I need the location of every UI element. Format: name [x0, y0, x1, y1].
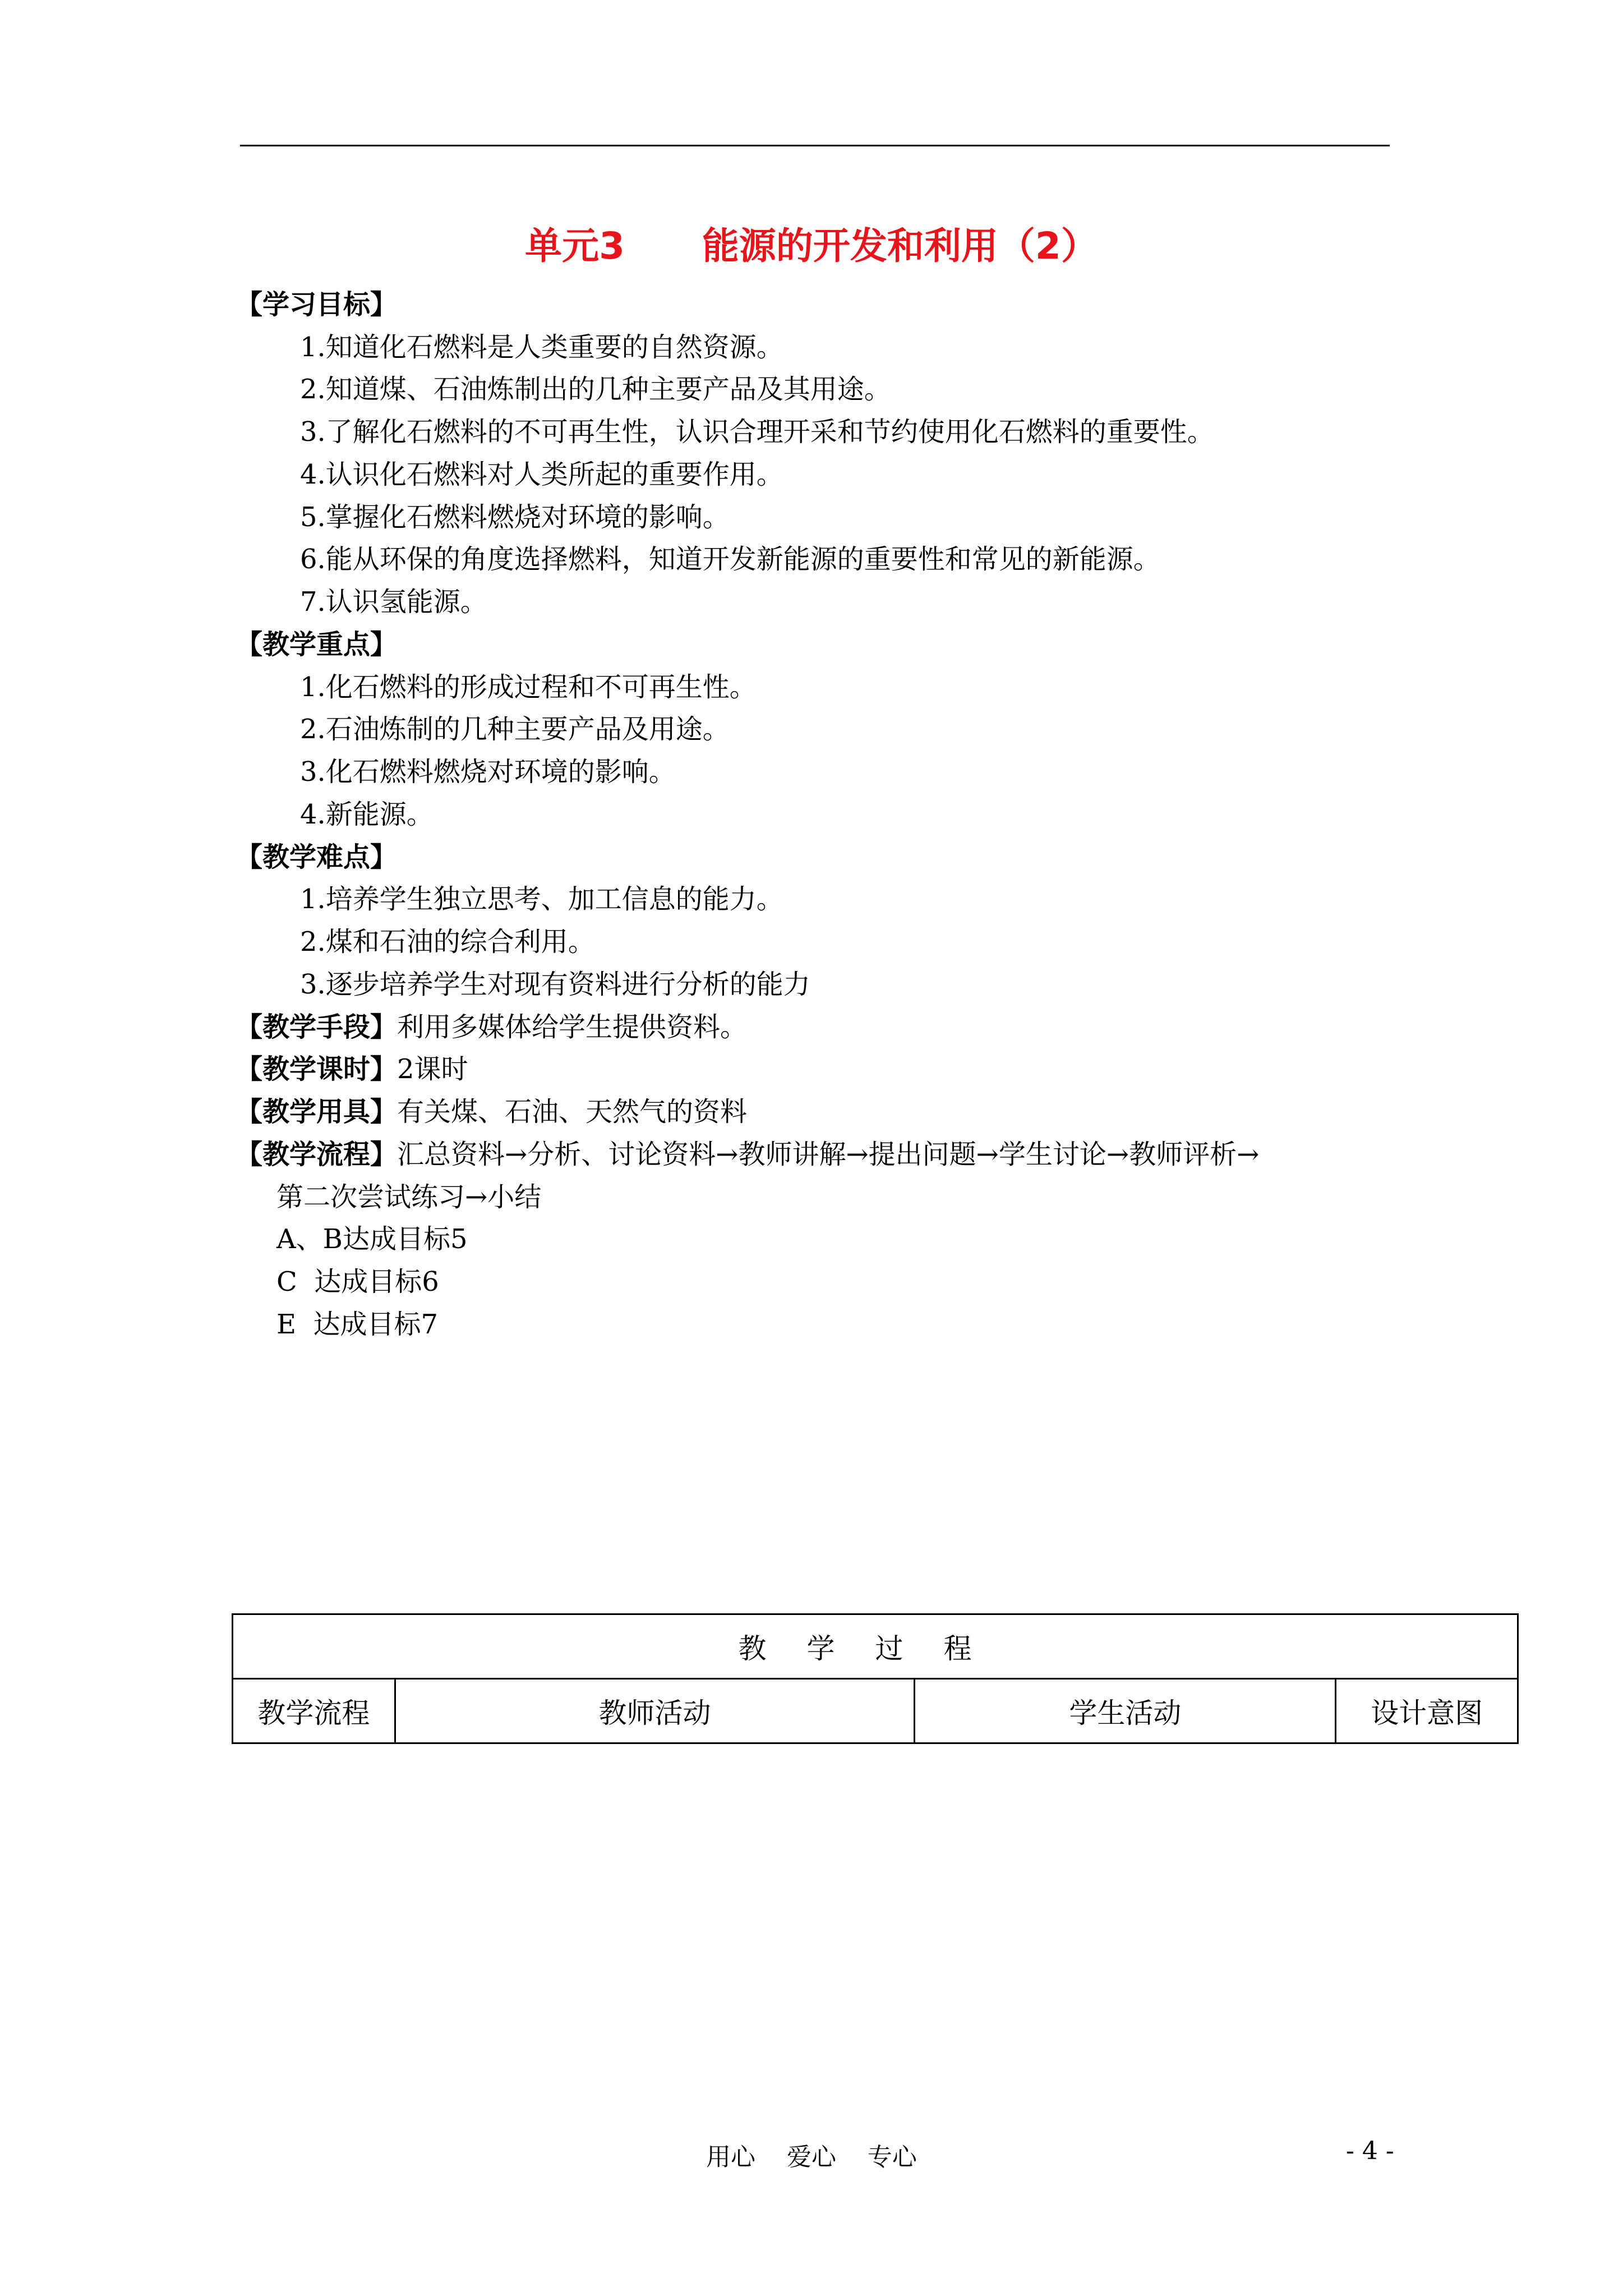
difficulties-label: 【教学难点】	[236, 841, 398, 873]
tools-label: 【教学用具】	[236, 1096, 398, 1128]
objective-item: 6.能从环保的角度选择燃料，知道开发新能源的重要性和常见的新能源。	[300, 544, 1160, 575]
means-text: 利用多媒体给学生提供资料。	[397, 1011, 748, 1043]
teaching-process-table	[232, 1613, 1519, 1744]
tools-line	[236, 1096, 748, 1128]
key-points-label: 【教学重点】	[236, 629, 398, 660]
key-point-item: 3.化石燃料燃烧对环境的影响。	[300, 756, 676, 788]
flow-label: 【教学流程】	[236, 1139, 398, 1170]
means-label: 【教学手段】	[236, 1011, 398, 1043]
hours-text: 2课时	[397, 1053, 468, 1085]
key-point-item: 1.化石燃料的形成过程和不可再生性。	[300, 671, 757, 703]
key-point-item: 2.石油炼制的几种主要产品及用途。	[300, 714, 730, 745]
target-item: C 达成目标6	[276, 1266, 439, 1297]
table-header-row	[233, 1679, 1518, 1743]
flow-continuation: 第二次尝试练习→小结	[276, 1181, 542, 1213]
means-line	[236, 1011, 748, 1043]
table-header-cell: 教学流程	[233, 1679, 395, 1743]
footer-motto: 用心 爱心 专心	[706, 2143, 917, 2171]
table-caption-row	[233, 1614, 1518, 1679]
difficulty-item: 2.煤和石油的综合利用。	[300, 926, 595, 958]
key-point-item: 4.新能源。	[300, 799, 434, 830]
table-header-cell: 学生活动	[915, 1679, 1336, 1743]
flow-text: 汇总资料→分析、讨论资料→教师讲解→提出问题→学生讨论→教师评析→	[397, 1139, 1260, 1170]
difficulty-item: 3.逐步培养学生对现有资料进行分析的能力	[300, 969, 810, 1000]
table-header-cell: 设计意图	[1336, 1679, 1518, 1743]
difficulty-item: 1.培养学生独立思考、加工信息的能力。	[300, 884, 783, 915]
objectives-label: 【学习目标】	[236, 289, 398, 320]
objective-item: 4.认识化石燃料对人类所起的重要作用。	[300, 459, 783, 490]
hours-line	[236, 1053, 468, 1085]
target-item: E 达成目标7	[276, 1309, 439, 1340]
objective-item: 7.认识氢能源。	[300, 586, 487, 618]
table-caption: 教学过程	[233, 1614, 1518, 1679]
objective-item: 3.了解化石燃料的不可再生性，认识合理开采和节约使用化石燃料的重要性。	[300, 416, 1214, 448]
objective-item: 5.掌握化石燃料燃烧对环境的影响。	[300, 501, 730, 533]
objective-item: 1.知道化石燃料是人类重要的自然资源。	[300, 332, 783, 363]
page-title: 单元3 能源的开发和利用（2）	[525, 224, 1098, 268]
flow-line	[236, 1141, 1259, 1168]
objective-item: 2.知道煤、石油炼制出的几种主要产品及其用途。	[300, 374, 891, 405]
target-item: A、B达成目标5	[276, 1223, 468, 1255]
page-number: - 4 -	[1346, 2137, 1394, 2165]
tools-text: 有关煤、石油、天然气的资料	[397, 1096, 748, 1128]
hours-label: 【教学课时】	[236, 1053, 398, 1085]
header-rule	[240, 145, 1390, 146]
table-header-cell: 教师活动	[395, 1679, 915, 1743]
